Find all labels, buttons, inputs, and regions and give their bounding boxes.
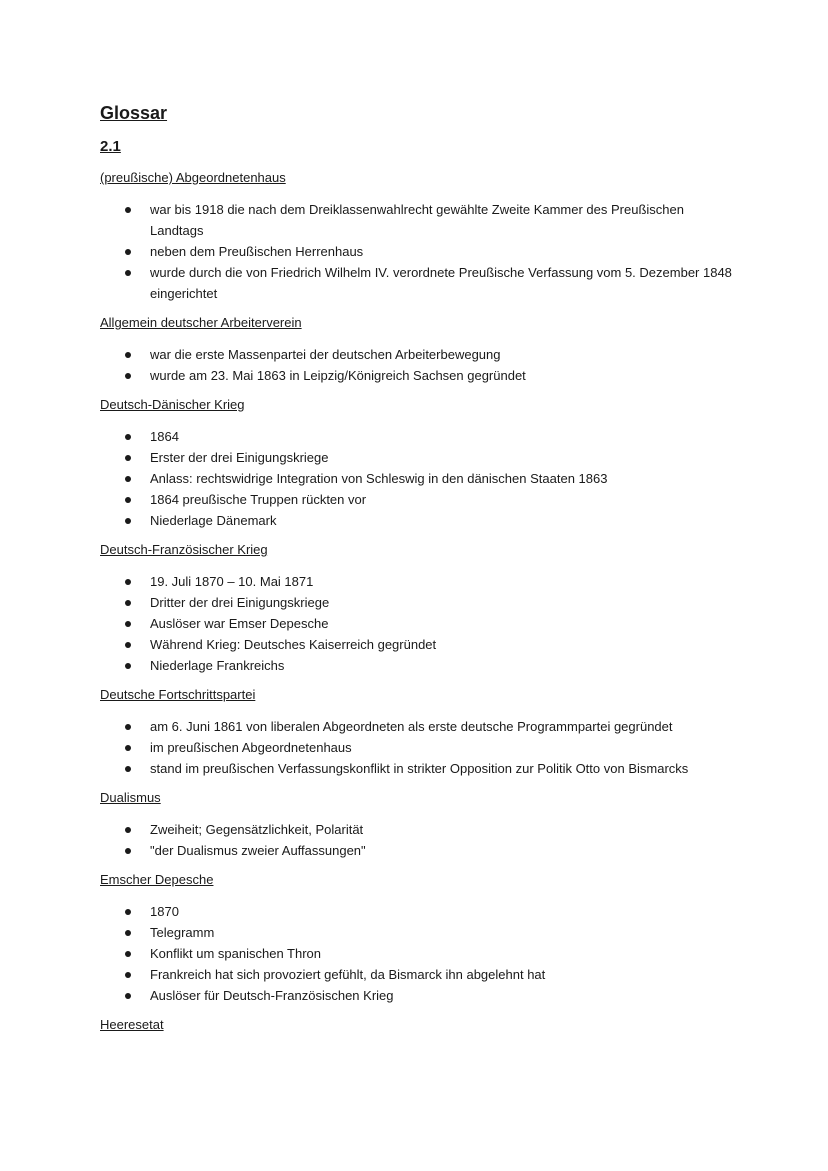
bullet-list <box>100 199 740 304</box>
bullet-item: Niederlage Frankreichs <box>100 655 740 676</box>
glossary-term: (preußische) Abgeordnetenhaus <box>100 170 286 185</box>
section-heading: 2.1 <box>100 138 121 155</box>
glossary-term: Deutsch-Dänischer Krieg <box>100 397 245 412</box>
bullet-item: neben dem Preußischen Herrenhaus <box>100 241 740 262</box>
bullet-item: Frankreich hat sich provoziert gefühlt, da Bismarck ihn abgelehnt hat <box>100 964 740 985</box>
glossary-term: Deutsch-Französischer Krieg <box>100 542 268 557</box>
glossary-term: Dualismus <box>100 790 161 805</box>
page-title: Glossar <box>100 103 168 123</box>
bullet-item: Erster der drei Einigungskriege <box>100 447 740 468</box>
bullet-list <box>100 426 740 531</box>
bullet-item: Dritter der drei Einigungskriege <box>100 592 740 613</box>
bullet-item: Während Krieg: Deutsches Kaiserreich gegründet <box>100 634 740 655</box>
bullet-list <box>100 901 740 1006</box>
bullet-item: am 6. Juni 1861 von liberalen Abgeordneten als erste deutsche Programmpartei gegründet <box>100 716 740 737</box>
bullet-item: 1864 <box>100 426 740 447</box>
bullet-item: stand im preußischen Verfassungskonflikt in strikter Opposition zur Politik Otto von Bismarcks <box>100 758 740 779</box>
glossary-term: Allgemein deutscher Arbeiterverein <box>100 315 302 330</box>
bullet-item: im preußischen Abgeordnetenhaus <box>100 737 740 758</box>
bullet-item: war die erste Massenpartei der deutschen Arbeiterbewegung <box>100 344 740 365</box>
bullet-item: Konflikt um spanischen Thron <box>100 943 740 964</box>
bullet-item: 19. Juli 1870 – 10. Mai 1871 <box>100 571 740 592</box>
bullet-item: 1870 <box>100 901 740 922</box>
bullet-item: Niederlage Dänemark <box>100 510 740 531</box>
glossary-term: Heeresetat <box>100 1017 164 1032</box>
glossary-term: Deutsche Fortschrittspartei <box>100 687 256 702</box>
bullet-item: wurde am 23. Mai 1863 in Leipzig/Königreich Sachsen gegründet <box>100 365 740 386</box>
bullet-item: Auslöser war Emser Depesche <box>100 613 740 634</box>
bullet-item: Telegramm <box>100 922 740 943</box>
glossary-entries <box>100 168 740 1035</box>
bullet-item: Anlass: rechtswidrige Integration von Schleswig in den dänischen Staaten 1863 <box>100 468 740 489</box>
bullet-item: Auslöser für Deutsch-Französischen Krieg <box>100 985 740 1006</box>
bullet-item: 1864 preußische Truppen rückten vor <box>100 489 740 510</box>
bullet-item: Zweiheit; Gegensätzlichkeit, Polarität <box>100 819 740 840</box>
bullet-item: wurde durch die von Friedrich Wilhelm IV. verordnete Preußische Verfassung vom 5. Dezember 1848 eingerichtet <box>100 262 740 304</box>
bullet-list <box>100 819 740 861</box>
glossary-term: Emscher Depesche <box>100 872 214 887</box>
bullet-list <box>100 344 740 386</box>
bullet-list <box>100 571 740 676</box>
bullet-list <box>100 716 740 779</box>
glossary-page <box>100 101 740 1046</box>
bullet-item: war bis 1918 die nach dem Dreiklassenwahlrecht gewählte Zweite Kammer des Preußischen Landtags <box>100 199 740 241</box>
bullet-item: "der Dualismus zweier Auffassungen" <box>100 840 740 861</box>
